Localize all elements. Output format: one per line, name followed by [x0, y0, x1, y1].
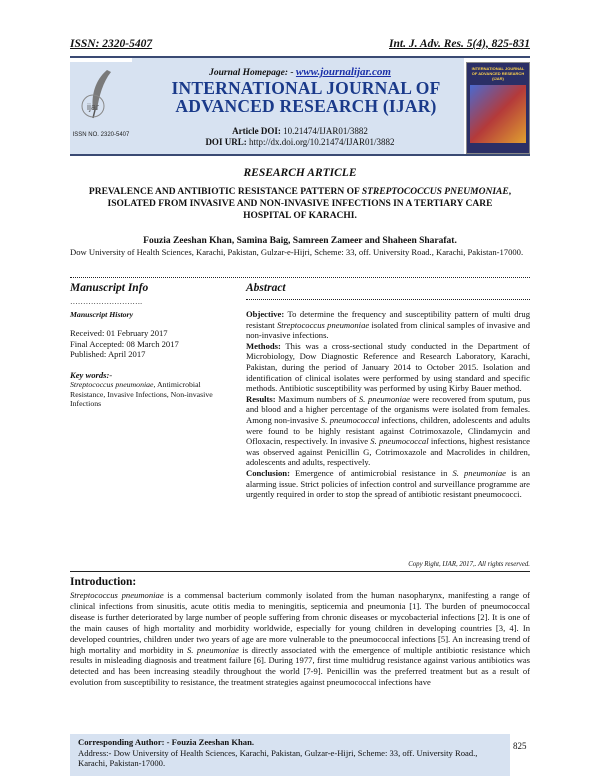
introduction-body: Streptococcus pneumoniae is a commensal bacterium commonly isolated from the human nasopharynx, manifesting a range of clinical infections from sinusitis, acute otitis media to meningitis, septicemia and pneumonia [1]. The burden of pneumococcal disease is further deteriorated by large number of people suffering from chronic diseases or mycobacterial infections [2]. It is one of the main causes of high mortality and morbidity worldwide, especially for young children in developing countries [3, 4]. In developed countries, children under two years of age are more vulnerable to the pneumococcal infections [5]. An increasing trend of high mortality and morbidity in S. pneumoniae is directly associated with the emergence of multiple antibiotic resistance which results in misleading diagnosis and treatment failure [6]. During 1977, first time multidrug resistance against various antibiotics was detected and has been increasing steadily throughout the world [7-9]. Penicillin was the preferred treatment but as a result of evolution from susceptibility to resistance, the treatment strategies against pneumococcal infections have [70, 590, 530, 688]
abstract-methods: Methods: This was a cross-sectional study conducted in the Department of Microbiology, Dow Diagnostic Reference and Research Laboratory, Karachi, Pakistan, during the period of January 2014 to October 2015. Isolation and identification of clinical isolates were performed by using standard and specific methods. Antibiotic susceptibility was performed by using Kirby Bauer method. [246, 340, 530, 394]
abstract-heading: Abstract [246, 282, 286, 294]
doi-value: 10.21474/IJAR01/3882 [283, 126, 368, 136]
abstract-objective: Objective: To determine the frequency and susceptibility pattern of multi drug resistant Streptococcus pneumoniae isolated from clinical samples of invasive and non-invasive infections. [246, 309, 531, 341]
journal-title-line-2: ADVANCED RESEARCH (IJAR) [175, 96, 437, 116]
cover-image [470, 85, 526, 143]
corresponding-author-box [70, 734, 510, 776]
manuscript-info [70, 297, 230, 409]
keywords-label: Key words:- [70, 369, 113, 380]
abstract-divider [246, 299, 530, 300]
published-date: Published: April 2017 [70, 349, 146, 359]
abstract-conclusion: Conclusion: Emergence of antimicrobial resistance in S. pneumoniae is an alarming issue. Strict policies of infection control and surveillance programme are urgently required in order to stop the spread of antibiotic resistant pneumococci. [246, 467, 530, 500]
doi-url-label: DOI URL: [205, 137, 247, 147]
citation-label: Int. J. Adv. Res. 5(4), 825-831 [389, 38, 530, 50]
abstract-body [246, 309, 530, 500]
journal-title [152, 79, 460, 115]
homepage-label: Journal Homepage: - [209, 68, 296, 78]
manuscript-info-heading: Manuscript Info [70, 282, 149, 294]
journal-title-line-1: INTERNATIONAL JOURNAL OF [171, 78, 441, 98]
doi-label: Article DOI: [232, 126, 281, 136]
homepage-link[interactable]: www.journalijar.com [295, 66, 391, 78]
running-header [70, 38, 530, 50]
manuscript-dots: ………………………. [70, 297, 143, 306]
introduction-heading: Introduction: [70, 576, 137, 588]
received-date: Received: 01 February 2017 [70, 328, 168, 338]
corresponding-author-label: Corresponding Author: - Fouzia Zeeshan Khan. [78, 737, 255, 747]
manuscript-history-label: Manuscript History [70, 309, 134, 319]
doi-block [70, 126, 530, 148]
paper-title: PREVALENCE AND ANTIBIOTIC RESISTANCE PATTERN OF STREPTOCOCCUS PNEUMONIAE, ISOLATED FROM INVASIVE AND NON-INVASIVE INFECTIONS IN A TERTIARY CARE HOSPITAL OF KARACHI. [88, 187, 512, 221]
cover-title: INTERNATIONAL JOURNAL OF ADVANCED RESEARCH (IJAR) [471, 66, 525, 81]
logo-issn: ISSN NO. 2320-5407 [72, 132, 130, 138]
page-number: 825 [513, 741, 527, 751]
abstract-results: Results: Maximum numbers of S. pneumoniae were recovered from sputum, pus and blood and a higher percentage of the organisms were isolated from females. Among non-invasive S. pneumococcal infections, children, adolescents and adults were found to be highly resistant against Cotrimoxazole, Clindamycin and Ofloxacin, respectively. In invasive S. pneumococcal infections, highest resistance was observed against Penicillin G, Cotrimoxazole and Macrolides in children, adolescents and adults, respectively. [246, 393, 530, 468]
homepage-line [70, 66, 530, 78]
copyright-notice: Copy Right, IJAR, 2017,. All rights reserved. [408, 561, 530, 568]
abstract-end-rule [70, 571, 530, 572]
doi-url-link[interactable]: http://dx.doi.org/10.21474/IJAR01/3882 [248, 137, 395, 147]
svg-text:ijar: ijar [86, 102, 100, 112]
section-divider [70, 277, 530, 278]
corresponding-address: Address:- Dow University of Health Sciences, Karachi, Pakistan, Gulzar-e-Hijri, Scheme: 33, off. University Road., Karachi, Pakistan-17000. [78, 747, 478, 768]
journal-banner [70, 56, 530, 156]
keywords: Streptococcus pneumoniae, Antimicrobial Resistance, Invasive Infections, Non-invasive Infections [70, 380, 213, 408]
issn-label: ISSN: 2320-5407 [70, 38, 153, 50]
author-affiliation: Dow University of Health Sciences, Karachi, Pakistan, Gulzar-e-Hijri, Scheme: 33, off. University Road., Karachi, Pakistan-17000. [70, 247, 524, 257]
article-type: RESEARCH ARTICLE [243, 167, 357, 179]
author-list: Fouzia Zeeshan Khan, Samina Baig, Samreen Zameer and Shaheen Sharafat. [143, 236, 457, 246]
journal-cover-thumbnail [466, 62, 530, 154]
accepted-date: Final Accepted: 08 March 2017 [70, 338, 179, 349]
